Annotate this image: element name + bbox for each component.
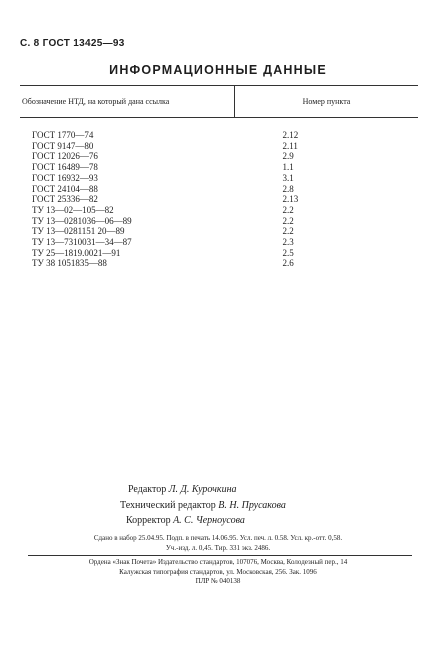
table-row <box>20 258 418 269</box>
table-row <box>20 141 418 152</box>
column-header-clause: Номер пункта <box>235 86 419 118</box>
corrector-line <box>126 513 286 529</box>
table-row <box>20 173 418 184</box>
clause-number: 2.13 <box>282 194 299 205</box>
reference-document: ГОСТ 16489—78 <box>32 162 98 173</box>
section-title: ИНФОРМАЦИОННЫЕ ДАННЫЕ <box>109 63 327 77</box>
clause-number: 2.12 <box>282 130 299 140</box>
tech-editor-name: В. Н. Прусакова <box>218 499 286 511</box>
clause-number: 2.2 <box>282 226 294 237</box>
table-row <box>20 216 418 227</box>
clause-number: 3.1 <box>282 172 294 183</box>
reference-document: ТУ 13—02—105—82 <box>32 204 114 215</box>
credits-block <box>120 482 286 529</box>
table-row <box>20 205 418 216</box>
tech-editor-line <box>120 498 286 514</box>
clause-number: 1.1 <box>282 162 294 173</box>
editor-name: Л. Д. Курочкина <box>168 484 237 495</box>
clause-number: 2.9 <box>282 151 294 162</box>
corrector-name: А. С. Черноусова <box>173 515 245 526</box>
editor-role: Редактор <box>128 484 167 495</box>
references-table <box>20 85 418 269</box>
table-header-row <box>20 86 418 118</box>
clause-number: 2.6 <box>282 258 294 269</box>
publisher-line-3: ПЛР № 040138 <box>195 577 241 585</box>
clause-number: 2.8 <box>282 183 294 194</box>
page-header: С. 8 ГОСТ 13425—93 <box>20 38 125 49</box>
reference-document: ГОСТ 1770—74 <box>32 130 94 140</box>
reference-document: ГОСТ 16932—93 <box>32 172 98 183</box>
table-row <box>20 226 418 237</box>
reference-document: ТУ 13—0281036—06—89 <box>32 215 132 226</box>
imprint-line-1: Сдано в набор 25.04.95. Подп. в печать 14.06.95. Усл. печ. л. 0.58. Усл. кр.-отт. 0,58. <box>93 534 343 542</box>
reference-document: ГОСТ 24104—88 <box>32 183 98 194</box>
clause-number: 2.3 <box>282 237 294 248</box>
corrector-role: Корректор <box>126 515 171 526</box>
reference-document: ГОСТ 9147—80 <box>32 140 94 151</box>
publisher-line-2: Калужская типография стандартов, ул. Московская, 256. Зак. 1096 <box>119 567 317 576</box>
clause-number: 2.11 <box>282 140 298 151</box>
clause-number: 2.2 <box>282 215 294 226</box>
reference-document: ТУ 13—7310031—34—87 <box>32 237 132 248</box>
publisher-line-1: Ордена «Знак Почета» Издательство стандартов, 107076, Москва, Колодезный пер., 14 <box>88 558 348 566</box>
clause-number: 2.2 <box>282 204 294 215</box>
reference-document: ГОСТ 12026—76 <box>32 151 98 162</box>
editor-line <box>128 482 286 498</box>
tech-editor-role: Технический редактор <box>120 499 216 511</box>
table-body <box>20 118 418 270</box>
reference-document: ТУ 38 1051835—88 <box>32 258 107 269</box>
imprint-block <box>0 533 436 553</box>
reference-document: ТУ 25—1819.0021—91 <box>32 247 121 258</box>
table-row <box>20 162 418 173</box>
table-row <box>20 118 418 141</box>
column-header-document: Обозначение НТД, на который дана ссылка <box>20 86 235 118</box>
table-row <box>20 184 418 195</box>
reference-document: ТУ 13—0281151 20—89 <box>32 226 125 237</box>
table-row <box>20 151 418 162</box>
divider-line <box>28 555 412 556</box>
imprint-line-2: Уч.-изд. л. 0,45. Тир. 331 экз. 2486. <box>165 544 271 552</box>
table-row <box>20 248 418 259</box>
table-row <box>20 194 418 205</box>
reference-document: ГОСТ 25336—82 <box>32 194 98 205</box>
table-row <box>20 237 418 248</box>
publisher-block <box>0 558 436 587</box>
clause-number: 2.5 <box>282 247 294 258</box>
